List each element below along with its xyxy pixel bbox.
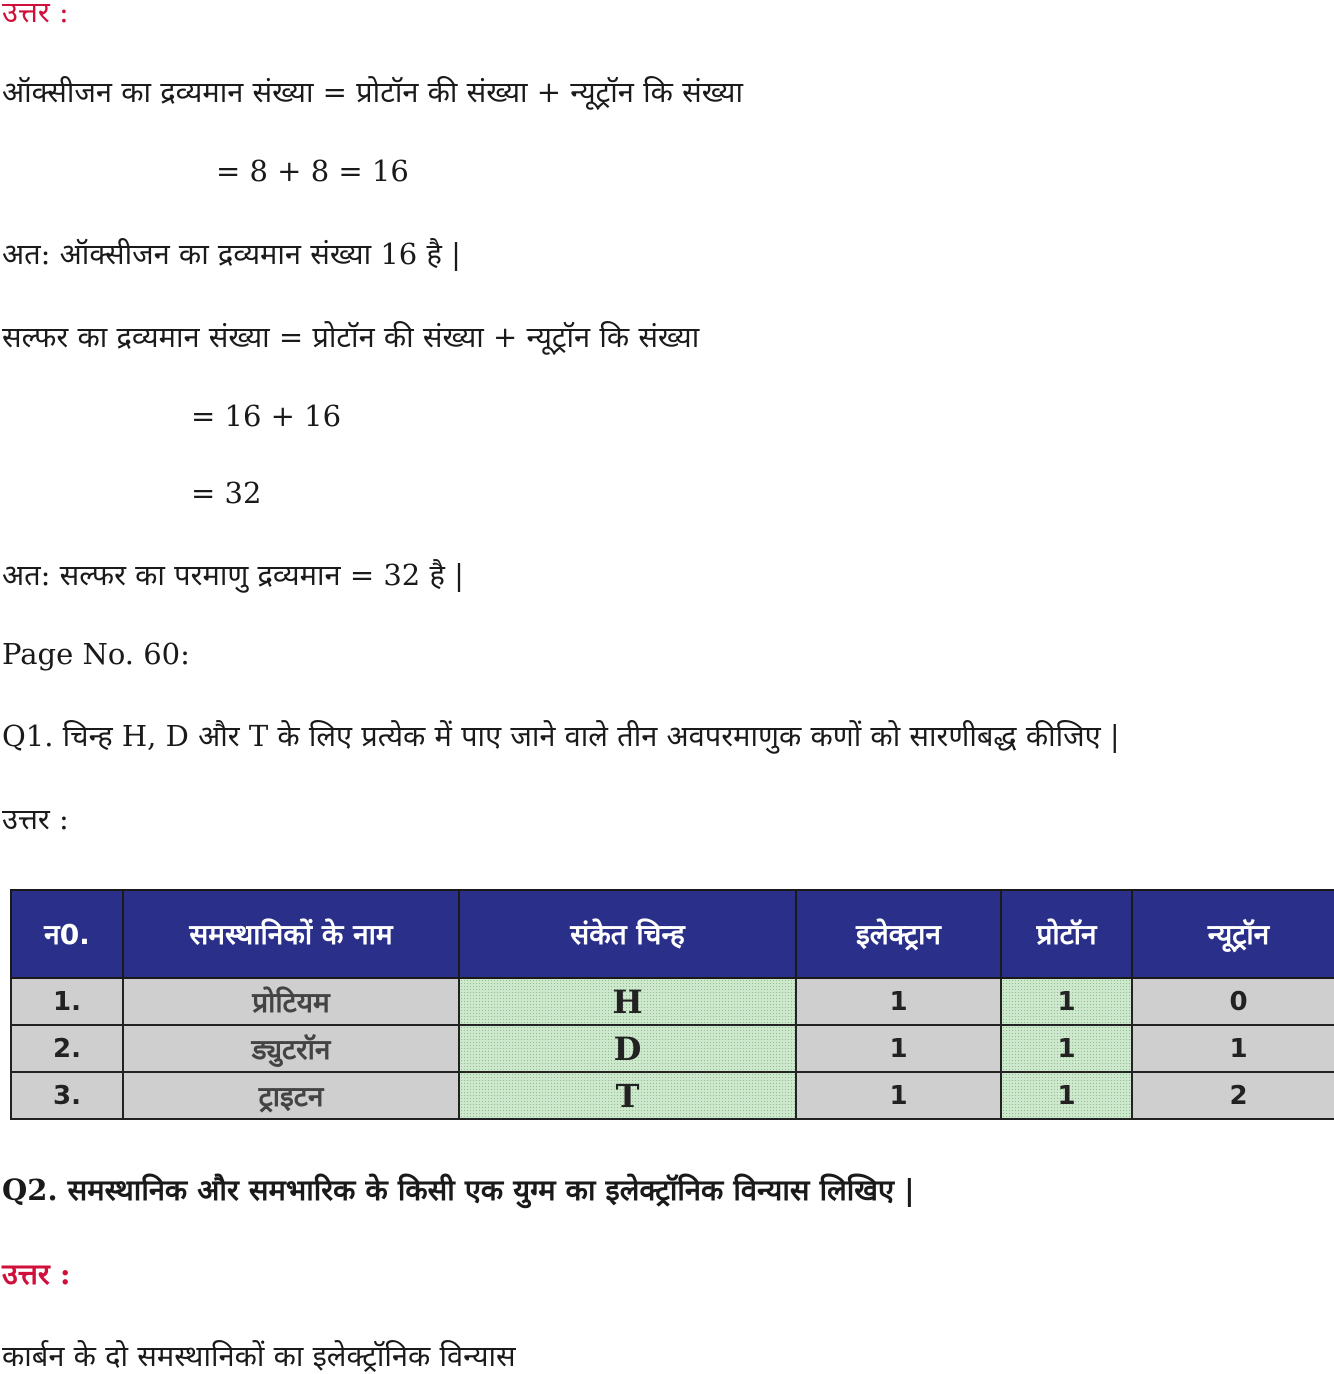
header-symbol: संकेत चिन्ह [459, 890, 796, 978]
electron-count: 1 [796, 1072, 1001, 1119]
header-isotope-name: समस्थानिकों के नाम [123, 890, 459, 978]
proton-count: 1 [1001, 1025, 1132, 1072]
question-2: Q2. समस्थानिक और समभारिक के किसी एक युग्म का इलेक्ट्रॉनिक विन्यास लिखिए | [2, 1173, 915, 1207]
carbon-config-line: कार्बन के दो समस्थानिकों का इलेक्ट्रॉनिक विन्यास [2, 1339, 516, 1373]
neutron-count: 1 [1132, 1025, 1334, 1072]
isotope-symbol: D [459, 1025, 796, 1072]
isotope-name: ट्राइटन [123, 1072, 459, 1119]
question-1: Q1. चिन्ह H, D और T के लिए प्रत्येक में पाए जाने वाले तीन अवपरमाणुक कणों को सारणीबद्ध कीजिए | [2, 719, 1120, 753]
isotope-table [10, 889, 1334, 1120]
neutron-count: 0 [1132, 978, 1334, 1025]
answer-label: उत्तर : [2, 802, 69, 836]
table-row [11, 978, 1334, 1025]
table-header-row [11, 890, 1334, 978]
sulfur-calc-2: = 32 [191, 476, 262, 510]
proton-count: 1 [1001, 1072, 1132, 1119]
row-number: 3. [11, 1072, 123, 1119]
isotope-symbol: T [459, 1072, 796, 1119]
isotope-symbol: H [459, 978, 796, 1025]
answer-label: उत्तर : [2, 0, 69, 29]
header-neutron: न्यूट्रॉन [1132, 890, 1334, 978]
sulfur-calc-1: = 16 + 16 [191, 399, 342, 433]
isotope-name: ड्युटरॉन [123, 1025, 459, 1072]
answer-label: उत्तर : [2, 1257, 71, 1291]
proton-count: 1 [1001, 978, 1132, 1025]
electron-count: 1 [796, 1025, 1001, 1072]
sulfur-result: अत: सल्फर का परमाणु द्रव्यमान = 32 है | [2, 558, 464, 592]
oxygen-formula: ऑक्सीजन का द्रव्यमान संख्या = प्रोटॉन की संख्या + न्यूट्रॉन कि संख्या [2, 75, 743, 109]
page-number: Page No. 60: [2, 637, 190, 671]
sulfur-formula: सल्फर का द्रव्यमान संख्या = प्रोटॉन की संख्या + न्यूट्रॉन कि संख्या [2, 320, 700, 354]
row-number: 2. [11, 1025, 123, 1072]
header-electron: इलेक्ट्रान [796, 890, 1001, 978]
row-number: 1. [11, 978, 123, 1025]
header-number: न0. [11, 890, 123, 978]
electron-count: 1 [796, 978, 1001, 1025]
isotope-name: प्रोटियम [123, 978, 459, 1025]
table-row [11, 1072, 1334, 1119]
table-row [11, 1025, 1334, 1072]
neutron-count: 2 [1132, 1072, 1334, 1119]
oxygen-result: अत: ऑक्सीजन का द्रव्यमान संख्या 16 है | [2, 237, 461, 271]
oxygen-calc: = 8 + 8 = 16 [216, 154, 409, 188]
header-proton: प्रोटॉन [1001, 890, 1132, 978]
